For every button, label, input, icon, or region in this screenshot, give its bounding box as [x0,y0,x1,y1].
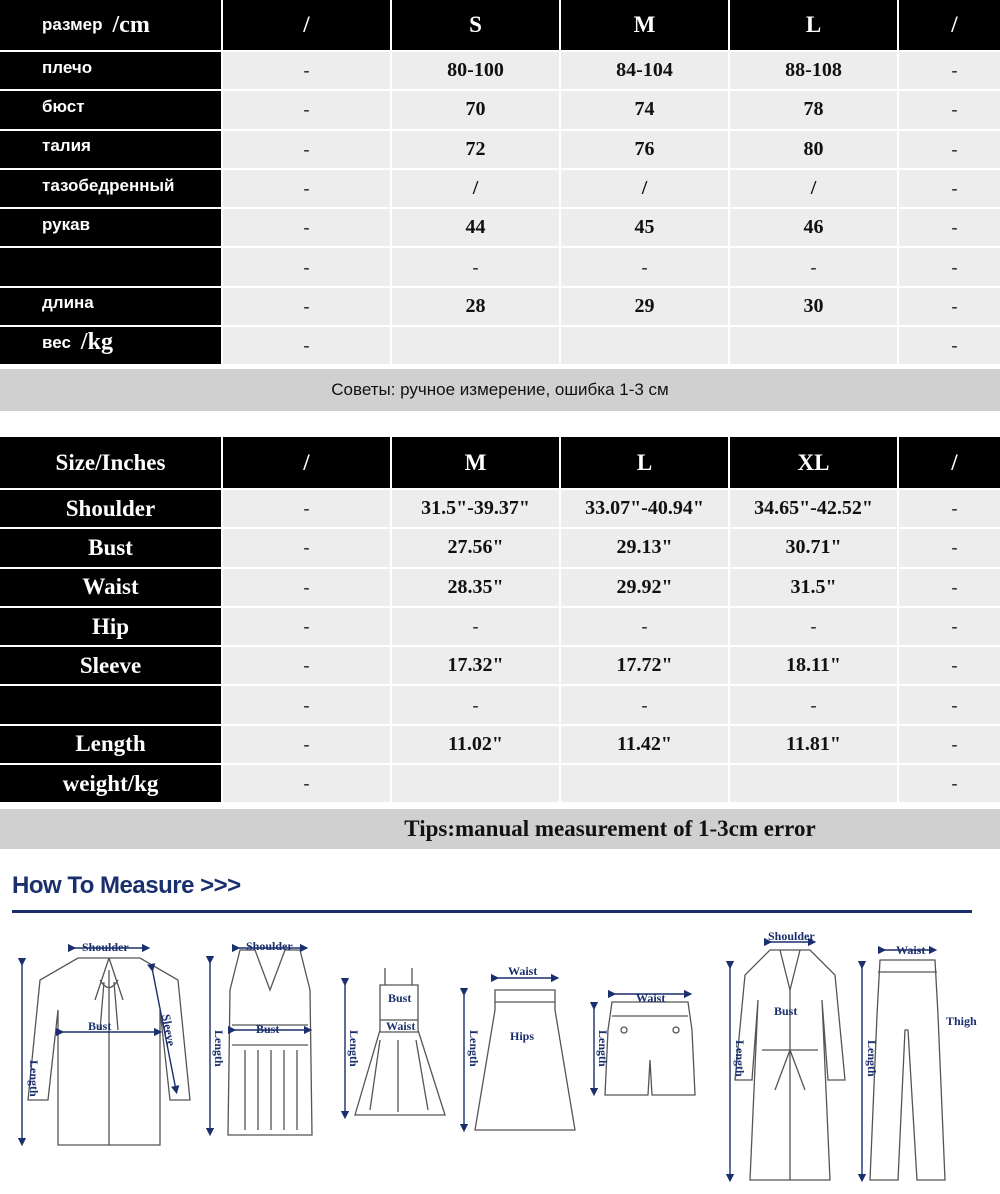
table-cell: - [392,248,559,285]
table-cell: 33.07"-40.94" [561,490,728,527]
row-label-text: бюст [42,96,85,116]
length-label-dress: Length [347,1030,361,1067]
length-label-skirt: Length [467,1030,481,1067]
row-label-text: Bust [88,534,133,560]
table-cell: - [899,529,1000,566]
shirt-illustration [28,958,190,1145]
table-cell: 76 [561,131,728,168]
header-col: L [561,437,728,488]
table-cell: - [223,490,390,527]
table-cell: 28.35" [392,569,559,606]
shoulder-label-shirt: Shoulder [82,940,129,954]
header-col: / [223,0,390,50]
tip-inches: Tips:manual measurement of 1-3cm error [0,809,1000,849]
table-cell: 18.11" [730,647,897,684]
row-label [0,686,221,723]
header-col: XL [730,437,897,488]
table-cell: 46 [730,209,897,246]
title-divider [12,910,972,913]
length-label-shorts: Length [596,1030,610,1067]
header-col: L [730,0,897,50]
table-cell [392,765,559,802]
table-cell: - [899,52,1000,89]
shoulder-label-coat: Shoulder [768,929,815,943]
table-cell: - [899,288,1000,325]
waist-label-pants: Waist [896,943,926,957]
table-cell: - [223,288,390,325]
table-cell: 30 [730,288,897,325]
how-to-measure-title: How To Measure >>> [12,872,241,899]
table-cell: - [392,686,559,723]
row-label-text: Shoulder [65,495,156,521]
table-cell [730,765,897,802]
row-label [0,288,221,325]
table-cell: 74 [561,91,728,128]
row-label-text: длина [42,293,94,313]
table-cell: - [899,170,1000,207]
waist-label-dress: Waist [386,1019,416,1033]
table-cell: 70 [392,91,559,128]
table-cell: - [223,327,390,364]
header-col: M [561,0,728,50]
coat-illustration [735,950,845,1180]
row-label-text: плечо [42,57,93,77]
waist-label-skirt: Waist [508,964,538,978]
header-col: / [899,0,1000,50]
row-label [0,765,221,802]
table-cell: - [223,726,390,763]
table-cell: 34.65"-42.52" [730,490,897,527]
table-cell: 11.81" [730,726,897,763]
table-cell: 11.02" [392,726,559,763]
thigh-label-pants: Thigh [946,1014,977,1028]
table-cell: - [223,647,390,684]
hips-label-skirt: Hips [510,1029,535,1043]
length-label-coat: Length [733,1040,747,1077]
table-cell: - [561,608,728,645]
size-table-inches [0,437,1000,802]
header-size-label: размер /cm [0,0,221,50]
pants-illustration [870,960,945,1180]
header-size-label: Size/Inches [0,437,221,488]
table-cell: 31.5"-39.37" [392,490,559,527]
table-cell: - [899,647,1000,684]
row-label [0,647,221,684]
row-label-text: weight/kg [62,770,159,796]
row-label [0,91,221,128]
length-label-shirt: Length [27,1060,41,1097]
row-label [0,327,221,364]
skirt-illustration [475,990,575,1130]
table-cell: - [899,209,1000,246]
row-label [0,209,221,246]
table-cell: - [899,490,1000,527]
table-cell: 29.92" [561,569,728,606]
table-cell [392,327,559,364]
waist-label-shorts: Waist [636,991,666,1005]
table-cell: - [730,686,897,723]
table-cell: - [223,91,390,128]
bust-label-dress: Bust [388,991,412,1005]
table-cell: - [561,248,728,285]
row-label-text: Waist [82,574,139,600]
table-cell: - [223,608,390,645]
bust-label-vest: Bust [256,1022,280,1036]
table-cell: - [223,209,390,246]
row-label [0,52,221,89]
table-cell: - [223,170,390,207]
table-cell: 45 [561,209,728,246]
table-cell: - [899,569,1000,606]
table-cell: 17.32" [392,647,559,684]
table-cell: 11.42" [561,726,728,763]
row-label [0,248,221,285]
table-cell: - [561,686,728,723]
header-col: / [223,437,390,488]
row-label [0,131,221,168]
table-cell: 72 [392,131,559,168]
row-unit: /kg [80,329,113,356]
table-cell: - [223,529,390,566]
table-cell [561,765,728,802]
table-cell: 80 [730,131,897,168]
table-cell: 84-104 [561,52,728,89]
row-label-text: тазобедренный [42,175,175,195]
table-cell: - [899,765,1000,802]
size-table-cm [0,0,1000,364]
header-col: M [392,437,559,488]
table-cell: - [392,608,559,645]
sleeve-label-shirt: Sleeve [159,1013,179,1048]
row-label-text: Sleeve [79,652,142,678]
table-cell: - [730,248,897,285]
table-cell: - [223,131,390,168]
length-label-pants: Length [865,1040,879,1077]
row-label [0,608,221,645]
row-label-text: рукав [42,214,91,234]
table-cell: - [899,131,1000,168]
table-cell: - [223,248,390,285]
table-cell: - [223,569,390,606]
shorts-illustration [605,1002,695,1095]
table-cell: - [899,91,1000,128]
table-cell: 31.5" [730,569,897,606]
row-label [0,569,221,606]
vest-illustration [228,950,312,1135]
table-cell: 29 [561,288,728,325]
row-label [0,170,221,207]
table-cell: 44 [392,209,559,246]
table-cell [730,327,897,364]
table-cell: 88-108 [730,52,897,89]
measurement-illustrations [0,920,1000,1194]
row-label [0,490,221,527]
row-label [0,726,221,763]
table-cell: / [730,170,897,207]
table-cell: - [223,52,390,89]
table-cell: - [899,686,1000,723]
table-cell: - [899,608,1000,645]
table-cell: 28 [392,288,559,325]
row-label-text: вес [42,332,71,352]
table-cell: - [899,248,1000,285]
shoulder-label-vest: Shoulder [246,939,293,953]
row-label-text: Hip [91,613,130,639]
table-cell: - [730,608,897,645]
header-col: / [899,437,1000,488]
table-cell: - [899,327,1000,364]
table-cell: 27.56" [392,529,559,566]
length-label-vest: Length [212,1030,226,1067]
tip-cm: Советы: ручное измерение, ошибка 1-3 см [0,369,1000,411]
bust-label-shirt: Bust [88,1019,112,1033]
table-cell: - [223,686,390,723]
row-label-text: Length [75,731,146,757]
row-label-text: талия [42,136,91,156]
header-col: S [392,0,559,50]
table-cell [561,327,728,364]
table-cell: 29.13" [561,529,728,566]
table-cell: / [392,170,559,207]
table-cell: - [899,726,1000,763]
table-cell: 80-100 [392,52,559,89]
table-cell: 17.72" [561,647,728,684]
table-cell: 78 [730,91,897,128]
table-cell: / [561,170,728,207]
table-cell: - [223,765,390,802]
table-cell: 30.71" [730,529,897,566]
bust-label-coat: Bust [774,1004,798,1018]
row-label [0,529,221,566]
